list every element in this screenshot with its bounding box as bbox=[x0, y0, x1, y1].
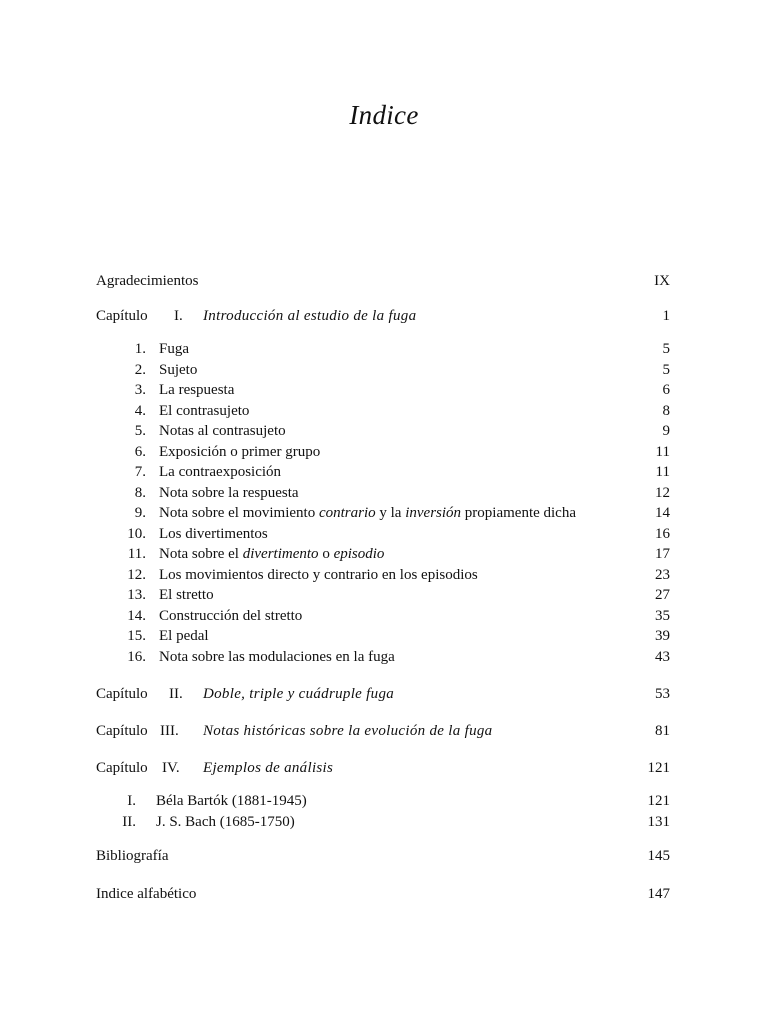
entry-page: 12 bbox=[655, 484, 670, 501]
entry-page: 16 bbox=[655, 525, 670, 542]
section-label: El stretto bbox=[159, 587, 214, 603]
toc-section-10[interactable] bbox=[96, 524, 670, 544]
chapter-number: II. bbox=[169, 686, 183, 702]
entry-page: 35 bbox=[655, 607, 670, 624]
section-number: 11. bbox=[127, 546, 146, 562]
section-label: La contraexposición bbox=[159, 464, 282, 480]
label-italic: episodio bbox=[333, 546, 385, 562]
entry-page: 43 bbox=[655, 648, 670, 665]
toc-example-1[interactable] bbox=[96, 791, 670, 811]
chapter-title: Doble, triple y cuádruple fuga bbox=[203, 686, 395, 702]
toc-section-9[interactable] bbox=[96, 503, 670, 523]
chapter-number: IV. bbox=[162, 760, 180, 776]
label-part: propiamente dicha bbox=[461, 505, 577, 521]
toc-section-13[interactable] bbox=[96, 585, 670, 605]
page-title: Indice bbox=[349, 100, 419, 130]
section-label: Fuga bbox=[159, 341, 189, 357]
entry-page: 39 bbox=[655, 628, 670, 644]
toc-entry-bibliography[interactable] bbox=[96, 846, 670, 866]
chapter-number: III. bbox=[160, 723, 179, 739]
toc-section-12[interactable] bbox=[96, 565, 670, 585]
entry-page: IX bbox=[654, 273, 670, 289]
label-part: y la bbox=[375, 505, 406, 521]
entry-page: 5 bbox=[662, 361, 670, 378]
entry-page: 6 bbox=[662, 382, 670, 398]
section-number: 6. bbox=[134, 443, 146, 460]
section-number: 9. bbox=[134, 505, 146, 521]
label-italic: divertimento bbox=[242, 546, 319, 562]
chapter-title: Notas históricas sobre la evolución de la fuga bbox=[203, 723, 493, 739]
section-label: El contrasujeto bbox=[159, 402, 250, 419]
chapter-title: Ejemplos de análisis bbox=[203, 760, 334, 776]
label-part: o bbox=[318, 546, 334, 562]
section-number: 14. bbox=[127, 607, 146, 624]
section-label: Nota sobre la respuesta bbox=[159, 484, 299, 501]
toc-section-14[interactable] bbox=[96, 606, 670, 626]
entry-page: 14 bbox=[655, 505, 670, 521]
example-number: I. bbox=[127, 793, 136, 809]
section-label: Nota sobre las modulaciones en la fuga bbox=[159, 648, 395, 665]
section-label: Sujeto bbox=[159, 361, 198, 378]
entry-label: Agradecimientos bbox=[96, 273, 199, 289]
entry-page: 17 bbox=[655, 546, 670, 562]
example-label: J. S. Bach (1685-1750) bbox=[156, 814, 295, 830]
label-italic: inversión bbox=[405, 505, 462, 521]
entry-page: 5 bbox=[662, 341, 670, 357]
toc-section-11[interactable] bbox=[96, 544, 670, 564]
entry-page: 9 bbox=[662, 423, 670, 439]
section-number: 3. bbox=[134, 382, 146, 398]
entry-page: 121 bbox=[647, 760, 670, 776]
chapter-label: Capítulo bbox=[96, 760, 148, 776]
entry-page: 131 bbox=[647, 814, 670, 830]
section-number: 16. bbox=[127, 648, 146, 665]
entry-page: 23 bbox=[655, 566, 670, 583]
toc-chapter-3[interactable] bbox=[96, 721, 670, 741]
entry-page: 53 bbox=[655, 686, 670, 702]
toc-chapter-2[interactable] bbox=[96, 684, 670, 704]
section-number: 15. bbox=[127, 628, 146, 644]
entry-page: 8 bbox=[662, 402, 670, 419]
entry-label: Indice alfabético bbox=[96, 886, 197, 902]
section-number: 1. bbox=[134, 341, 146, 357]
toc-entry-index[interactable] bbox=[96, 884, 670, 904]
section-label: Exposición o primer grupo bbox=[159, 443, 321, 460]
section-number: 4. bbox=[134, 402, 146, 419]
section-label: Los divertimentos bbox=[159, 525, 268, 542]
section-label: La respuesta bbox=[159, 382, 235, 398]
label-italic: contrario bbox=[318, 505, 376, 521]
toc-section-6[interactable] bbox=[96, 442, 670, 462]
toc-section-2[interactable] bbox=[96, 360, 670, 380]
section-label bbox=[159, 503, 576, 523]
example-number: II. bbox=[122, 814, 136, 830]
chapter-label: Capítulo bbox=[96, 723, 148, 739]
section-number: 5. bbox=[134, 423, 146, 439]
section-label: Los movimientos directo y contrario en los episodios bbox=[159, 566, 478, 583]
chapter-label: Capítulo bbox=[96, 686, 148, 702]
toc-section-1[interactable] bbox=[96, 339, 670, 359]
toc-section-16[interactable] bbox=[96, 647, 670, 667]
toc-example-2[interactable] bbox=[96, 812, 670, 832]
example-label: Béla Bartók (1881-1945) bbox=[156, 793, 307, 809]
entry-page: 81 bbox=[655, 723, 670, 739]
section-number: 13. bbox=[127, 587, 146, 603]
chapter-title: Introducción al estudio de la fuga bbox=[203, 308, 417, 324]
entry-label: Bibliografía bbox=[96, 848, 169, 864]
section-number: 2. bbox=[134, 361, 146, 378]
section-number: 10. bbox=[127, 525, 146, 542]
toc-section-5[interactable] bbox=[96, 421, 670, 441]
section-number: 7. bbox=[134, 464, 146, 480]
toc-section-15[interactable] bbox=[96, 626, 670, 646]
toc-entry-acknowledgements[interactable] bbox=[96, 271, 670, 291]
section-number: 8. bbox=[134, 484, 146, 501]
entry-page: 11 bbox=[655, 464, 670, 480]
chapter-label: Capítulo bbox=[96, 308, 148, 324]
section-label: Notas al contrasujeto bbox=[159, 423, 286, 439]
toc-section-4[interactable] bbox=[96, 401, 670, 421]
entry-page: 11 bbox=[655, 443, 670, 460]
toc-chapter-1[interactable] bbox=[96, 306, 670, 326]
section-number: 12. bbox=[127, 566, 146, 583]
section-label bbox=[159, 544, 384, 564]
label-part: Nota sobre el movimiento bbox=[159, 505, 319, 521]
section-label: El pedal bbox=[159, 628, 209, 644]
toc-section-3[interactable] bbox=[96, 380, 670, 400]
entry-page: 147 bbox=[647, 886, 670, 902]
toc-section-8[interactable] bbox=[96, 483, 670, 503]
entry-page: 27 bbox=[655, 587, 670, 603]
chapter-number: I. bbox=[174, 308, 183, 324]
section-label: Construcción del stretto bbox=[159, 607, 303, 624]
toc-section-7[interactable] bbox=[96, 462, 670, 482]
toc-chapter-4[interactable] bbox=[96, 758, 670, 778]
entry-page: 145 bbox=[647, 848, 670, 864]
entry-page: 121 bbox=[647, 793, 670, 809]
label-part: Nota sobre el bbox=[159, 546, 243, 562]
entry-page: 1 bbox=[662, 308, 670, 324]
